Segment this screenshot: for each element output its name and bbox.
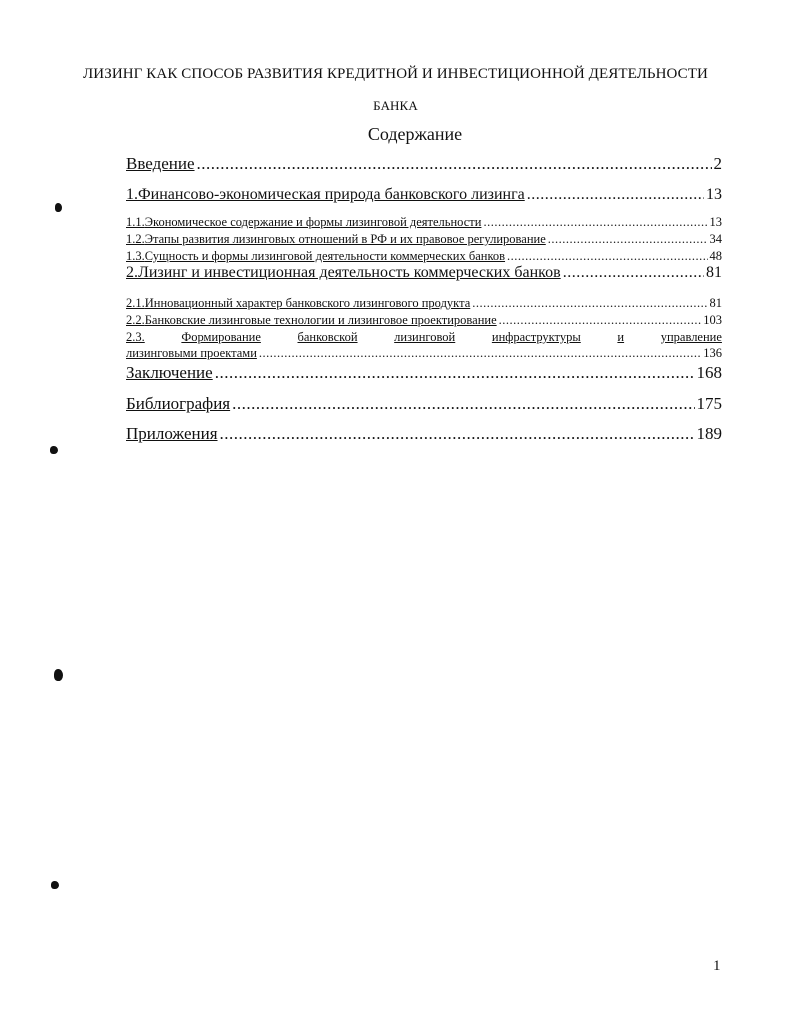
toc-leader [197,154,712,174]
toc-entry-section-1-3[interactable] [126,249,722,264]
toc-entry-title: Сущность и формы лизинговой деятельности коммерческих банков [144,249,506,263]
toc-entry-section-2-2[interactable] [126,313,722,328]
toc-entry-number: 2.2. [126,313,145,327]
toc-entry-section-2-3[interactable] [126,330,722,345]
scan-speck [50,446,58,454]
toc-entry-word: Формирование [181,330,261,344]
document-title-line-1: ЛИЗИНГ КАК СПОСОБ РАЗВИТИЯ КРЕДИТНОЙ И ИНВЕСТИЦИОННОЙ ДЕЯТЕЛЬНОСТИ [83,66,708,82]
toc-page-number: 136 [703,346,722,360]
toc-entry-title: Заключение [126,363,213,382]
contents-heading: Содержание [367,124,463,144]
toc-entry-section-2-1[interactable] [126,296,722,311]
toc-entry-word: инфраструктуры [491,330,581,344]
toc-page-number: 13 [709,215,722,229]
toc-page-number: 81 [706,264,722,281]
toc-entry-word: банковской [297,330,358,344]
toc-entry-title: Банковские лизинговые технологии и лизинговое проектирование [144,313,497,327]
toc-leader [472,296,707,311]
toc-page-number: 13 [706,186,722,203]
toc-page-number: 2 [713,154,722,173]
toc-entry-section-1-1[interactable] [126,215,722,230]
toc-leader [215,363,695,383]
toc-entry-section-1-2[interactable] [126,232,722,247]
toc-page-number: 103 [703,313,722,327]
toc-entry-chapter-1[interactable] [126,186,722,204]
toc-entry-intro[interactable] [126,154,722,174]
toc-entry-appendices[interactable] [126,424,722,444]
toc-entry-word: управление [660,330,722,344]
toc-leader [483,215,707,230]
scan-speck [51,881,59,889]
toc-entry-title: Инновационный характер банковского лизингового продукта [144,296,471,310]
toc-entry-title: Лизинг и инвестиционная деятельность коммерческих банков [138,264,561,281]
toc-entry-section-2-3-continuation[interactable] [126,346,722,361]
toc-entry-title: Введение [126,154,195,173]
toc-entry-number: 2.1. [126,296,145,310]
toc-page-number: 168 [696,363,722,382]
toc-entry-title: Этапы развития лизинговых отношений в РФ и их правовое регулирование [144,232,546,246]
toc-entry-title: Библиография [126,394,231,413]
toc-leader [499,313,702,328]
toc-entry-number: 1. [126,186,138,203]
toc-page-number: 48 [709,249,722,263]
toc-page-number: 189 [696,424,722,443]
toc-entry-conclusion[interactable] [126,363,722,383]
toc-leader [548,232,708,247]
toc-page-number: 175 [696,394,722,413]
toc-entry-chapter-2[interactable] [126,264,722,282]
toc-leader [507,249,707,264]
toc-entry-word: лизинговой [394,330,456,344]
page-number: 1 [713,958,721,974]
document-title-line-2: БАНКА [373,98,418,113]
toc-leader [220,424,695,444]
toc-entry-title: Финансово-экономическая природа банковского лизинга [138,186,525,203]
toc-entry-number: 1.1. [126,215,145,229]
toc-entry-number: 1.2. [126,232,145,246]
toc-entry-number: 2.3. [126,330,145,344]
toc-entry-bibliography[interactable] [126,394,722,414]
toc-entry-word: и [617,330,625,344]
toc-entry-number: 2. [126,264,138,281]
toc-entry-number: 1.3. [126,249,145,263]
scan-speck [55,203,62,212]
toc-leader [232,394,694,414]
toc-leader [563,264,704,282]
toc-entry-title: Экономическое содержание и формы лизинговой деятельности [144,215,482,229]
toc-entry-title: лизинговыми проектами [126,346,257,360]
toc-page-number: 34 [709,232,722,246]
toc-entry-title: Приложения [126,424,218,443]
toc-leader [527,186,704,204]
toc-page-number: 81 [709,296,722,310]
toc-leader [259,346,701,361]
scan-speck [54,669,63,681]
